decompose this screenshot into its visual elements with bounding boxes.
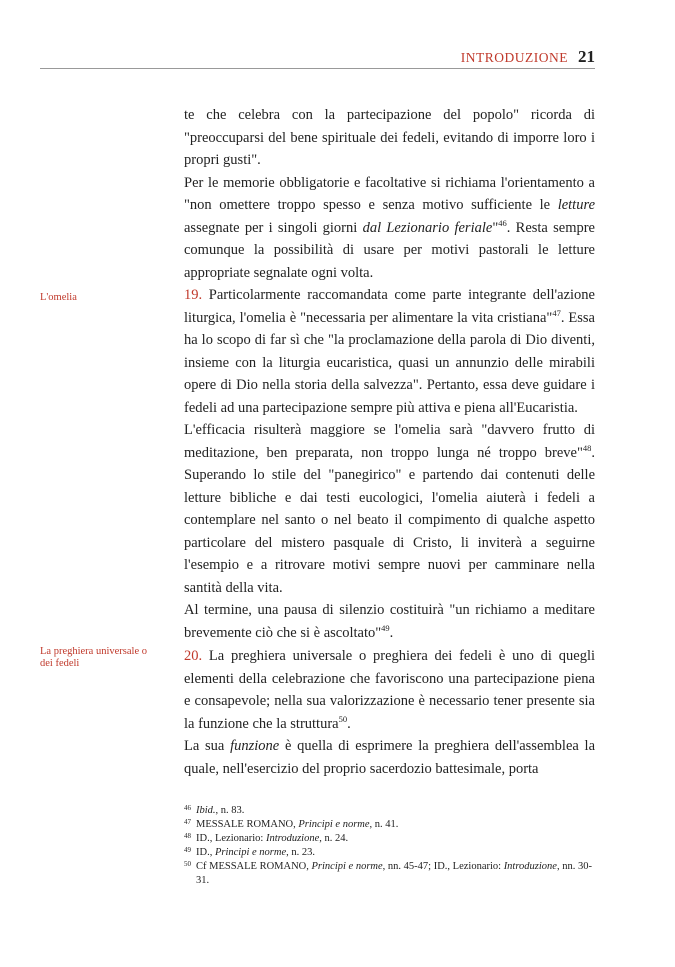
footnote-mark: 47 [184, 818, 191, 826]
margin-note-preghiera: La preghiera universale o dei fedeli [40, 646, 147, 669]
footnote-mark: 46 [184, 804, 191, 812]
footnote-mark: 50 [184, 860, 191, 868]
page-number: 21 [578, 47, 595, 66]
section-number-20: 20. [184, 648, 203, 664]
footnote-mark: 49 [184, 846, 191, 854]
section-20-paragraph-2: La sua funzione è quella di esprimere la preghiera dell'assemblea la quale, nell'esercizio del proprio sacerdozio battesimale, porta [184, 738, 596, 777]
intro-paragraph-2: Per le memorie obbligatorie e facoltative si richiama l'orientamento a "non omettere troppo spesso e senza motivo sufficiente le letture assegnate per i singoli giorni dal Lezionario feriale"$^{46}$. Resta sempre comunque la possibilità di usare per motivi pastorali le letture appropriate segnalate ogni volta. [184, 174, 595, 281]
section-19 [184, 284, 595, 644]
footnote-47: 47 MESSALE ROMANO, Principi e norme, n. 41. [184, 818, 595, 832]
margin-note-omelia: L'omelia [40, 292, 77, 303]
section-20-paragraph-1: 20. La preghiera universale o preghiera dei fedeli è uno di quegli elementi della celebrazione che favoriscono una partecipazione piena e consapevole; nella sua valorizzazione è necessario tener presente sia la funzione che la struttura$^{50}$. [184, 648, 595, 732]
section-20 [184, 645, 595, 780]
footnotes [184, 804, 595, 888]
footnote-ref-47: 47 [552, 307, 561, 318]
intro-paragraph-1: te che celebra con la partecipazione del popolo" ricorda di "preoccuparsi del bene spirituale dei fedeli, evitando di imporre loro i propri gusti". [184, 107, 595, 168]
intro-block [184, 104, 595, 284]
footnote-46: 46 Ibid., n. 83. [184, 804, 595, 818]
footnote-48: 48 ID., Lezionario: Introduzione, n. 24. [184, 832, 595, 846]
footnote-ref-49: 49 [381, 622, 390, 633]
footnote-49: 49 ID., Principi e norme, n. 23. [184, 846, 595, 860]
running-header [461, 47, 595, 67]
header-rule [40, 68, 595, 69]
section-19-paragraph-3: Al termine, una pausa di silenzio costituirà "un richiamo a meditare brevemente ciò che si è ascoltato"$^{49}$. [184, 602, 595, 641]
footnote-ref-46: 46 [498, 217, 507, 228]
footnote-ref-48: 48 [582, 442, 592, 453]
section-19-paragraph-1: 19. Particolarmente raccomandata come parte integrante dell'azione liturgica, l'omelia è "necessaria per alimentare la vita cristiana"$^{47}$. Essa ha lo scopo di far sì che "la proclamazione della parola di Dio diventi, insieme con la liturgia eucaristica, quasi un annunzio delle mirabili opere di Dio nella storia della salvezza". Pertanto, essa deve guidare i fedeli ad una partecipazione sempre più attiva e piena all'Eucaristia. [184, 287, 595, 416]
section-19-paragraph-2: L'efficacia risulterà maggiore se l'omelia sarà "davvero frutto di meditazione, ben preparata, non troppo lunga né troppo breve"$^{48}$. Superando lo stile del "panegirico" e partendo dai contenuti delle letture bibliche e dai testi eucologici, l'omelia aiuterà i fedeli a contemplare nel santo o nel beato il compimento di qualche aspetto particolare del mistero pasquale di Cristo, li inviterà a seguirne l'esempio e a ritrovare motivi sempre nuovi per camminare nella santità della vita. [184, 422, 595, 596]
section-number-19: 19. [184, 287, 203, 303]
running-title: INTRODUZIONE [460, 50, 568, 65]
footnote-ref-50: 50 [338, 713, 348, 724]
footnote-mark: 48 [184, 832, 191, 840]
footnote-50: 50 Cf MESSALE ROMANO, Principi e norme, nn. 45-47; ID., Lezionario: Introduzione, nn. 30-31. [184, 860, 595, 888]
